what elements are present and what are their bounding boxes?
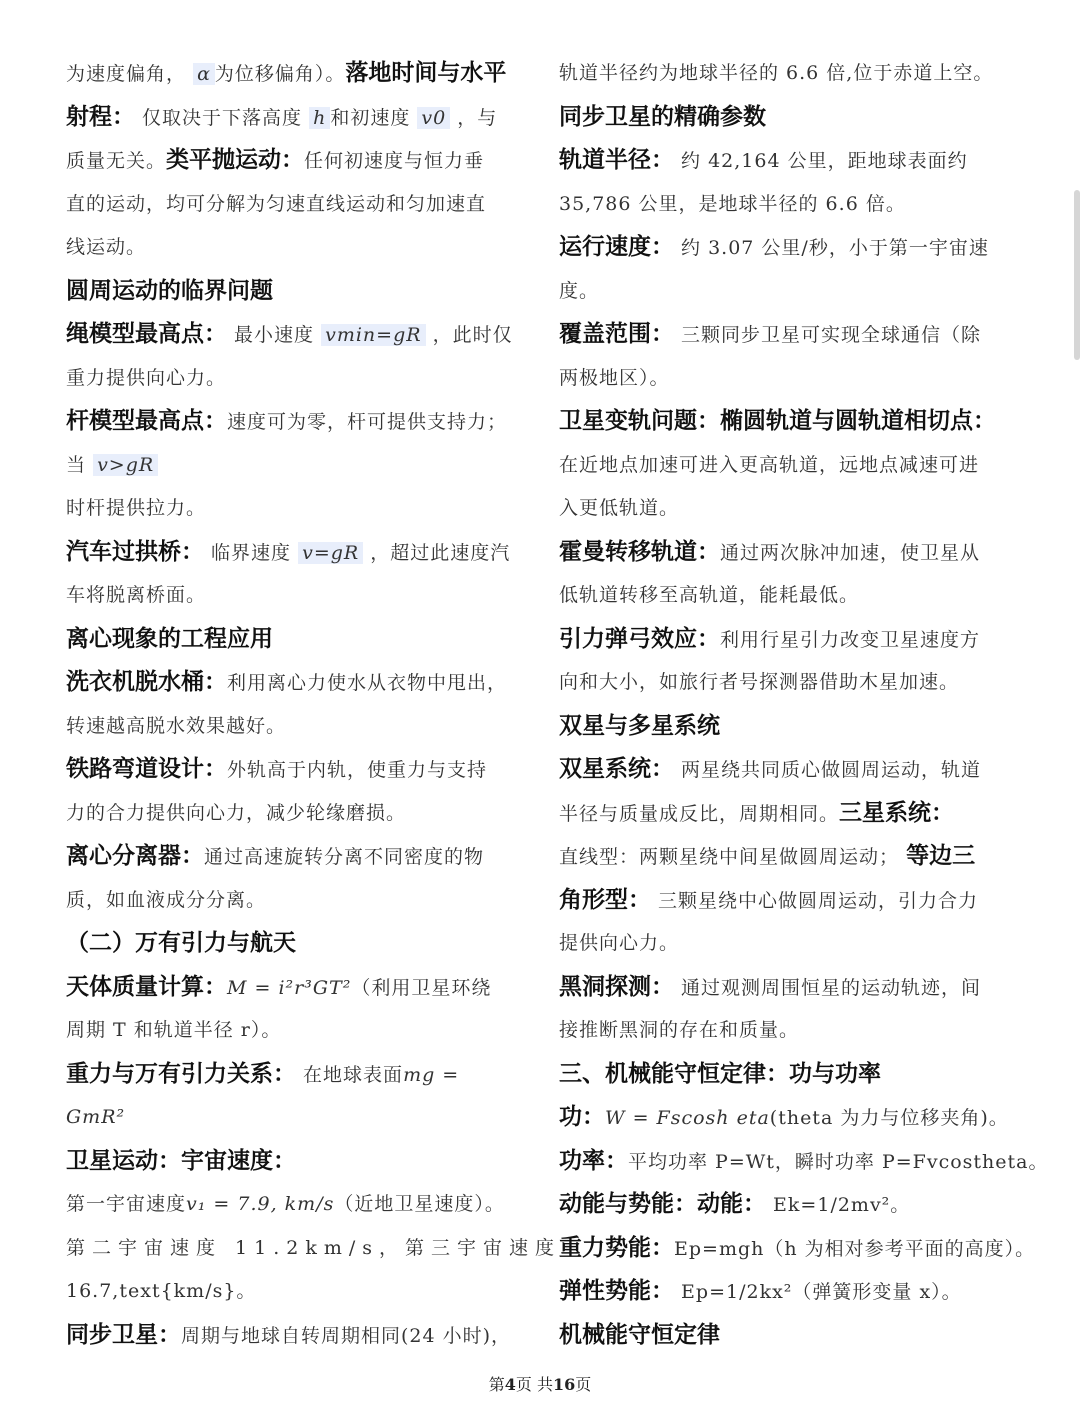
text-line: 质，如血液成分分离。: [66, 888, 267, 911]
section-heading: 卫星变轨问题：椭圆轨道与圆轨道相切点：: [559, 408, 996, 434]
text-line: 射程： 仅取决于下落高度 h 和初速度 v0 ，与: [66, 103, 498, 130]
left-column: [66, 52, 562, 1357]
text-line: 重力与万有引力关系： 在地球表面mg =: [66, 1060, 460, 1087]
section-heading: （二）万有引力与航天: [66, 930, 296, 956]
text-line: 直的运动，均可分解为匀速直线运动和匀加速直: [66, 192, 487, 215]
text-line: 重力提供向心力。: [66, 366, 227, 389]
section-heading: 同步卫星的精确参数: [559, 103, 766, 130]
text-line: 重力势能：Ep=mgh（h 为相对参考平面的高度）。: [559, 1234, 1036, 1261]
text-line: 天体质量计算：M = i²r³GT²（利用卫星环绕: [66, 973, 492, 1000]
math-highlight: v>gR: [93, 454, 158, 476]
text-line: 车将脱离桥面。: [66, 584, 207, 606]
text-line: 洗衣机脱水桶：利用离心力使水从衣物中甩出，: [66, 669, 508, 695]
text-line: 向和大小，如旅行者号探测器借助木星加速。: [559, 671, 960, 693]
text-line: 汽车过拱桥： 临界速度 v=gR ，超过此速度汽: [66, 538, 511, 565]
current-page: 4: [504, 1375, 516, 1394]
text-line: 力的合力提供向心力，减少轮缘磨损。: [66, 801, 407, 824]
section-heading: 双星与多星系统: [559, 712, 720, 739]
text-line: 功率：平均功率 P=Wt，瞬时功率 P=Fvcostheta。: [559, 1147, 1049, 1174]
math-highlight: vmin=gR: [321, 324, 425, 346]
text-line: 质量无关。类平抛运动：任何初速度与恒力垂: [66, 147, 485, 173]
text-line: 功：W = Fscosℎ eta(theta 为力与位移夹角)。: [559, 1104, 1009, 1130]
text-line: 入更低轨道。: [559, 497, 680, 519]
text-line: 双星系统： 两星绕共同质心做圆周运动，轨道: [559, 756, 982, 782]
text-line: 度。: [559, 279, 600, 302]
math-highlight: α: [193, 63, 215, 85]
text-line: 轨道半径： 约 42,164 公里，距地球表面约: [559, 147, 968, 173]
text-line: 覆盖范围： 三颗同步卫星可实现全球通信（除: [559, 321, 982, 347]
math-highlight: v0: [417, 107, 450, 129]
page-footer: 第4页 共16页: [488, 1375, 592, 1394]
scrollbar-thumb[interactable]: [1074, 190, 1080, 360]
text-line: 黑洞探测： 通过观测周围恒星的运动轨迹，间: [559, 973, 982, 1000]
text-line: 运行速度： 约 3.07 公里/秒，小于第一宇宙速: [559, 234, 989, 260]
text-line: 动能与势能：动能： Ek=1/2mv²。: [559, 1191, 911, 1217]
text-line: 弹性势能： Ep=1/2kx²（弹簧形变量 x）。: [559, 1278, 962, 1304]
section-heading: 圆周运动的临界问题: [66, 277, 273, 304]
text-line: 转速越高脱水效果越好。: [66, 714, 287, 737]
text-line: 第二宇宙速度 11.2km/s，第三宇宙速度: [66, 1236, 562, 1259]
right-column: [559, 52, 1049, 1357]
math-highlight: h: [309, 107, 330, 129]
math-highlight: v=gR: [298, 542, 363, 564]
text-line: 霍曼转移轨道：通过两次脉冲加速，使卫星从: [559, 538, 981, 565]
text-line: 线运动。: [66, 236, 147, 258]
text-line: 当 v>gR: [66, 444, 528, 488]
text-line: 35,786 公里，是地球半径的 6.6 倍。: [559, 192, 906, 215]
section-heading: 卫星运动：宇宙速度：: [66, 1147, 296, 1174]
text-line: 同步卫星：周期与地球自转周期相同(24 小时)，: [66, 1321, 512, 1348]
text-line: 引力弹弓效应：利用行星引力改变卫星速度方: [559, 625, 981, 652]
text-line: 轨道半径约为地球半径的 6.6 倍,位于赤道上空。: [559, 62, 994, 84]
text-line: 为速度偏角， α 为位移偏角）。落地时间与水平: [66, 60, 507, 86]
section-heading: 三、机械能守恒定律：功与功率: [559, 1060, 881, 1087]
text-line: 16.7,text{km/s}。: [66, 1280, 257, 1302]
text-line: 提供向心力。: [559, 932, 680, 954]
text-line: 杆模型最高点：速度可为零，杆可提供支持力；: [66, 408, 508, 434]
text-line: 绳模型最高点： 最小速度 vmin=gR ，此时仅: [66, 321, 513, 347]
text-line: 低轨道转移至高轨道，能耗最低。: [559, 584, 860, 606]
section-heading: 离心现象的工程应用: [66, 625, 273, 652]
text-line: 角形型： 三颗星绕中心做圆周运动，引力合力: [559, 886, 979, 913]
text-line: 两极地区）。: [559, 366, 670, 389]
text-line: 第一宇宙速度v₁ = 7.9, km/s（近地卫星速度）。: [66, 1193, 505, 1215]
text-line: 直线型：两颗星绕中间星做圆周运动； 等边三: [559, 843, 976, 869]
section-heading: 机械能守恒定律: [559, 1321, 720, 1348]
text-line: 接推断黑洞的存在和质量。: [559, 1019, 800, 1041]
text-line: 离心分离器：通过高速旋转分离不同密度的物: [66, 843, 485, 869]
total-pages: 16: [552, 1375, 576, 1394]
text-line: 周期 T 和轨道半径 r）。: [66, 1019, 282, 1041]
text-line: GmR²: [66, 1106, 126, 1128]
text-line: 时杆提供拉力。: [66, 497, 207, 519]
text-line: 半径与质量成反比，周期相同。三星系统：: [559, 799, 955, 826]
text-line: 铁路弯道设计：外轨高于内轨，使重力与支持: [66, 756, 488, 782]
text-line: 在近地点加速可进入更高轨道，远地点减速可进: [559, 453, 980, 476]
